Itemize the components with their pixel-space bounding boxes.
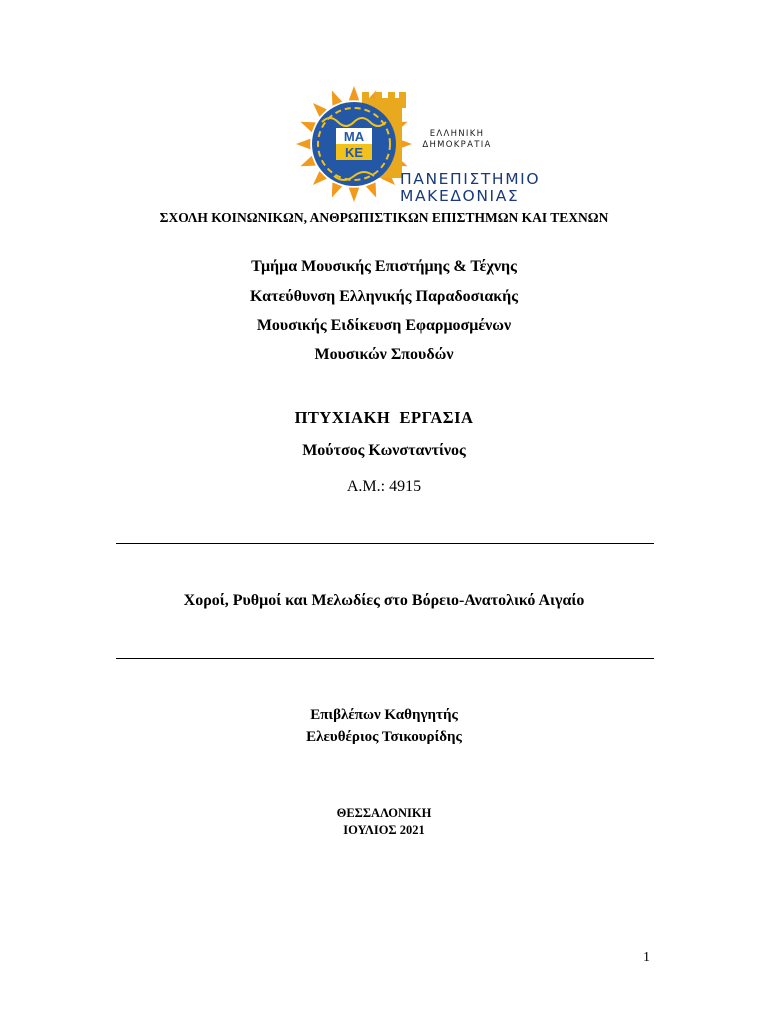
school-name: ΣΧΟΛΗ ΚΟΙΝΩΝΙΚΩΝ, ΑΝΘΡΩΠΙΣΤΙΚΩΝ ΕΠΙΣΤΗΜΩΝ ΚΑΙ ΤΕΧΝΩΝ bbox=[159, 210, 609, 225]
logo-roundel-upper: ΜΑ bbox=[343, 129, 365, 144]
sun-ray bbox=[349, 86, 360, 100]
thesis-type: ΠΤΥΧΙΑΚΗ ΕΡΓΑΣΙΑ bbox=[294, 408, 474, 427]
date: ΙΟΥΛΙΟΣ 2021 bbox=[343, 823, 425, 837]
logo-roundel-lower: ΚΕ bbox=[344, 145, 364, 160]
logo-republic-line1: ΕΛΛΗΝΙΚΗ bbox=[429, 129, 485, 139]
department-line-2: Κατεύθυνση Ελληνικής Παραδοσιακής bbox=[250, 288, 518, 305]
place: ΘΕΣΣΑΛΟΝΙΚΗ bbox=[336, 806, 432, 820]
divider-bottom bbox=[116, 658, 654, 659]
supervisor-label: Επιβλέπων Καθηγητής bbox=[310, 707, 458, 723]
department-line-3: Μουσικής Ειδίκευση Εφαρμοσμένων bbox=[256, 317, 512, 334]
sun-ray bbox=[300, 156, 315, 166]
thesis-title: Χοροί, Ρυθμοί και Μελωδίες στο Βόρειο-Ανατολικό Αιγαίο bbox=[183, 592, 585, 609]
sun-ray bbox=[332, 182, 342, 197]
logo-university-line2: ΜΑΚΕΔΟΝΙΑΣ bbox=[400, 187, 520, 205]
sun-ray bbox=[296, 139, 310, 150]
sun-ray bbox=[300, 122, 315, 132]
sun-ray bbox=[349, 188, 360, 202]
student-id: Α.Μ.: 4915 bbox=[346, 478, 422, 495]
sun-ray bbox=[332, 90, 342, 105]
department-line-4: Μουσικών Σπουδών bbox=[314, 346, 454, 363]
sun-ray bbox=[366, 182, 376, 197]
page-number: 1 bbox=[643, 950, 650, 965]
logo-university-line1: ΠΑΝΕΠΙΣΤΗΜΙΟ bbox=[400, 170, 541, 188]
supervisor-name: Ελευθέριος Τσικουρίδης bbox=[306, 729, 462, 745]
logo-republic-line2: ΔΗΜΟΚΡΑΤΙΑ bbox=[422, 140, 492, 150]
divider-top bbox=[116, 543, 654, 544]
department-line-1: Τμήμα Μουσικής Επιστήμης & Τέχνης bbox=[251, 258, 517, 275]
author-name: Μούτσος Κωνσταντίνος bbox=[302, 442, 466, 459]
